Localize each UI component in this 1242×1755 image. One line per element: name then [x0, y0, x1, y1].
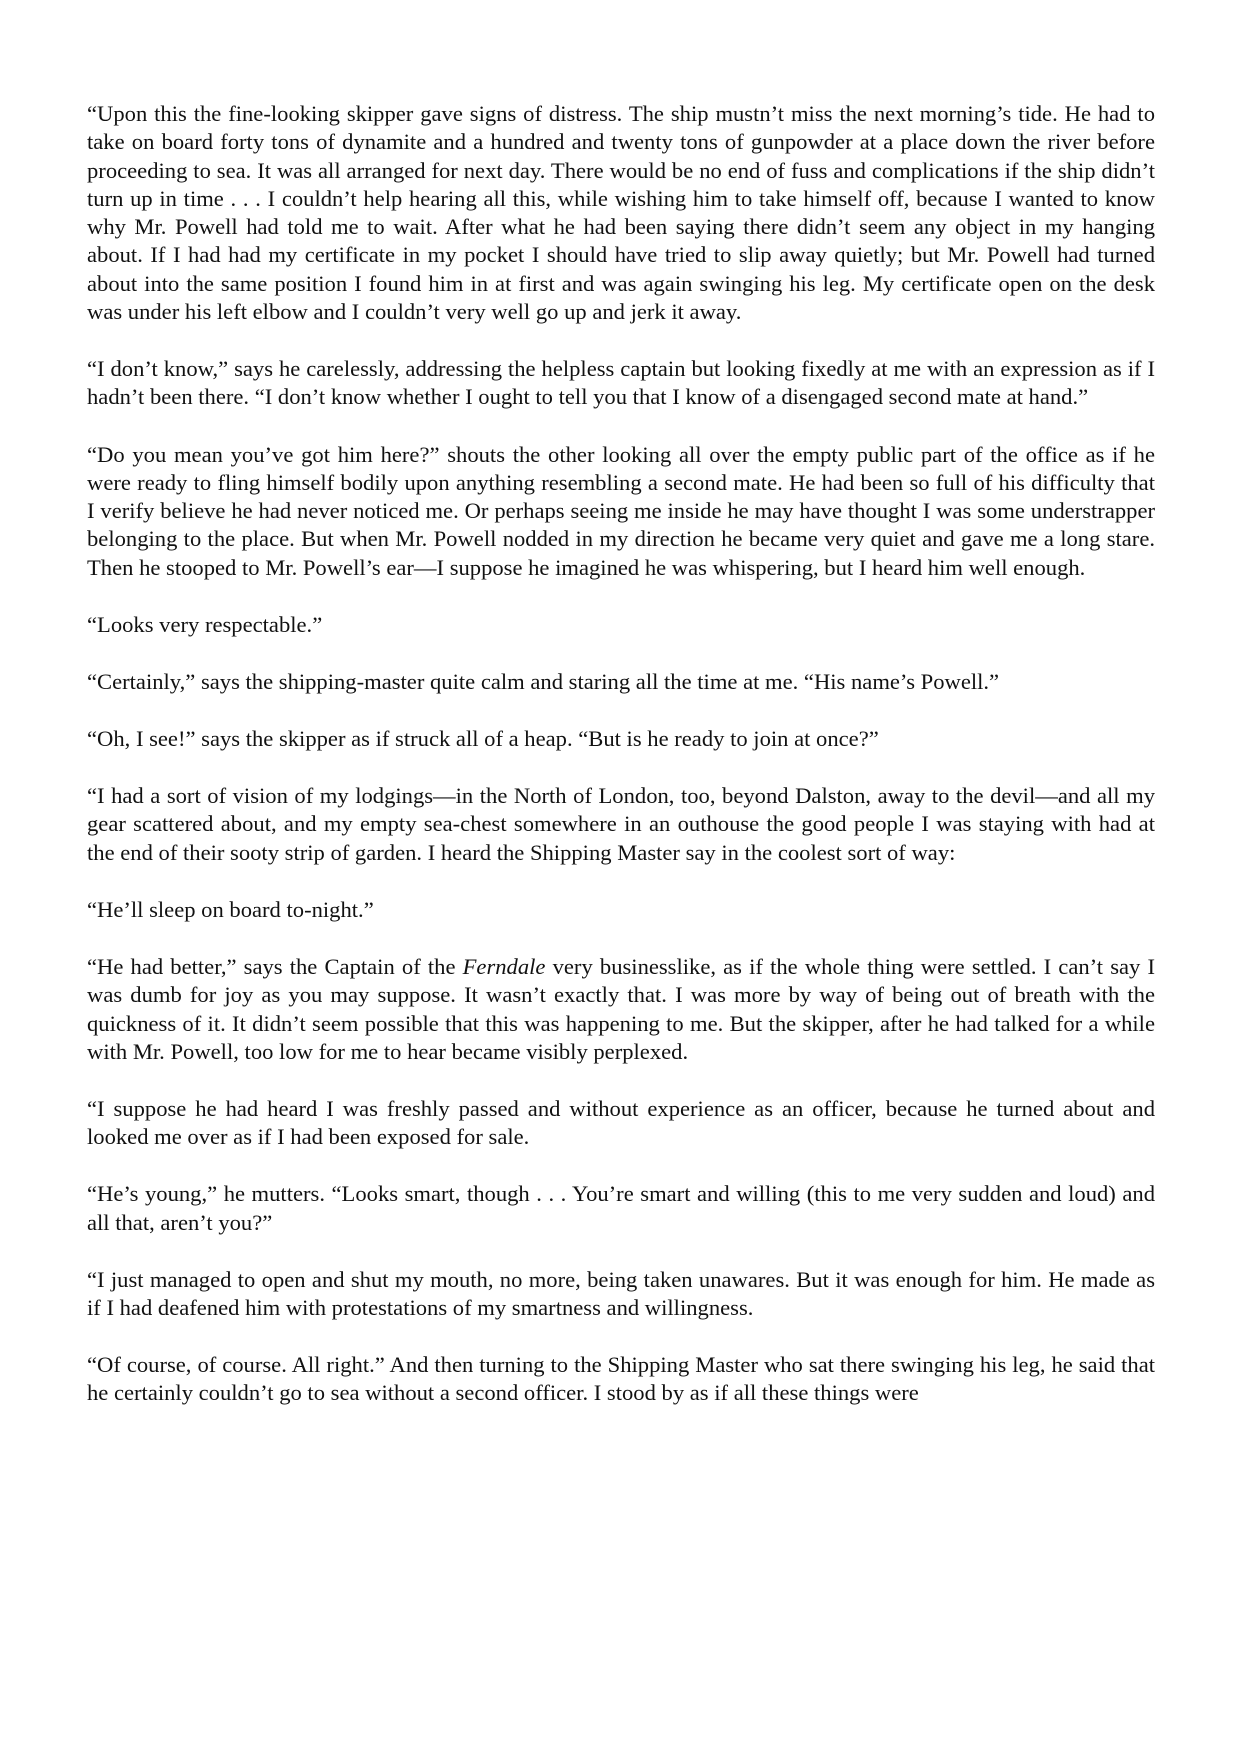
- paragraph-9: [87, 953, 1155, 1066]
- page-body: [87, 100, 1155, 1408]
- paragraph-10: “I suppose he had heard I was freshly passed and without experience as an officer, because he turned about and looked me over as if I had been exposed for sale.: [87, 1095, 1155, 1150]
- paragraph-6: “Oh, I see!” says the skipper as if struck all of a heap. “But is he ready to join at once?”: [87, 726, 879, 752]
- paragraph-13: “Of course, of course. All right.” And then turning to the Shipping Master who sat there swinging his leg, he said that he certainly couldn’t go to sea without a second officer. I stood by as if all these things were: [87, 1352, 1155, 1406]
- paragraph-4: “Looks very respectable.”: [87, 611, 323, 637]
- paragraph-3: “Do you mean you’ve got him here?” shouts the other looking all over the empty public part of the office as if he were ready to fling himself bodily upon anything resembling a second mate. He had been so full of his difficulty that I verify believe he had never noticed me. Or perhaps seeing me inside he may have thought I was some understrapper belonging to the place. But when Mr. Powell nodded in my direction he became very quiet and gave me a long stare. Then he stooped to Mr. Powell’s ear—I suppose he imagined he was whispering, but I heard him well enough.: [87, 441, 1155, 580]
- ship-name-italic: Ferndale: [462, 953, 546, 979]
- paragraph-7: “I had a sort of vision of my lodgings—in the North of London, too, beyond Dalston, away to the devil—and all my gear scattered about, and my empty sea-chest somewhere in an outhouse the good people I was staying with had at the end of their sooty strip of garden. I heard the Shipping Master say in the coolest sort of way:: [87, 783, 1155, 865]
- paragraph-1: “Upon this the fine-looking skipper gave signs of distress. The ship mustn’t miss the next morning’s tide. He had to take on board forty tons of dynamite and a hundred and twenty tons of gunpowder at a place down the river before proceeding to sea. It was all arranged for next day. There would be no end of fuss and complications if the ship didn’t turn up in time . . . I couldn’t help hearing all this, while wishing him to take himself off, because I wanted to know why Mr. Powell had told me to wait. After what he had been saying there didn’t seem any object in my hanging about. If I had had my certificate in my pocket I should have tried to slip away quietly; but Mr. Powell had turned about into the same position I found him in at first and was again swinging his leg. My certificate open on the desk was under his left elbow and I couldn’t very well go up and jerk it away.: [87, 101, 1155, 325]
- paragraph-8: “He’ll sleep on board to-night.”: [87, 896, 374, 922]
- paragraph-11: “He’s young,” he mutters. “Looks smart, though . . . You’re smart and willing (this to me very sudden and loud) and all that, aren’t you?”: [87, 1181, 1155, 1235]
- paragraph-2: “I don’t know,” says he carelessly, addressing the helpless captain but looking fixedly at me with an expression as if I hadn’t been there. “I don’t know whether I ought to tell you that I know of a disengaged second mate at hand.”: [87, 356, 1155, 410]
- paragraph-5: “Certainly,” says the shipping-master quite calm and staring all the time at me. “His name’s Powell.”: [87, 668, 1000, 694]
- paragraph-9-before: “He had better,” says the Captain of the: [87, 953, 463, 979]
- paragraph-9-after: very businesslike, as if the whole thing were settled. I can’t say I was dumb for joy as you may suppose. It wasn’t exactly that. I was more by way of being out of breath with the quickness of it. It didn’t seem possible that this was happening to me. But the skipper, after he had talked for a while with Mr. Powell, too low for me to hear became visibly perplexed.: [87, 953, 1155, 1064]
- paragraph-12: “I just managed to open and shut my mouth, no more, being taken unawares. But it was enough for him. He made as if I had deafened him with protestations of my smartness and willingness.: [87, 1266, 1155, 1320]
